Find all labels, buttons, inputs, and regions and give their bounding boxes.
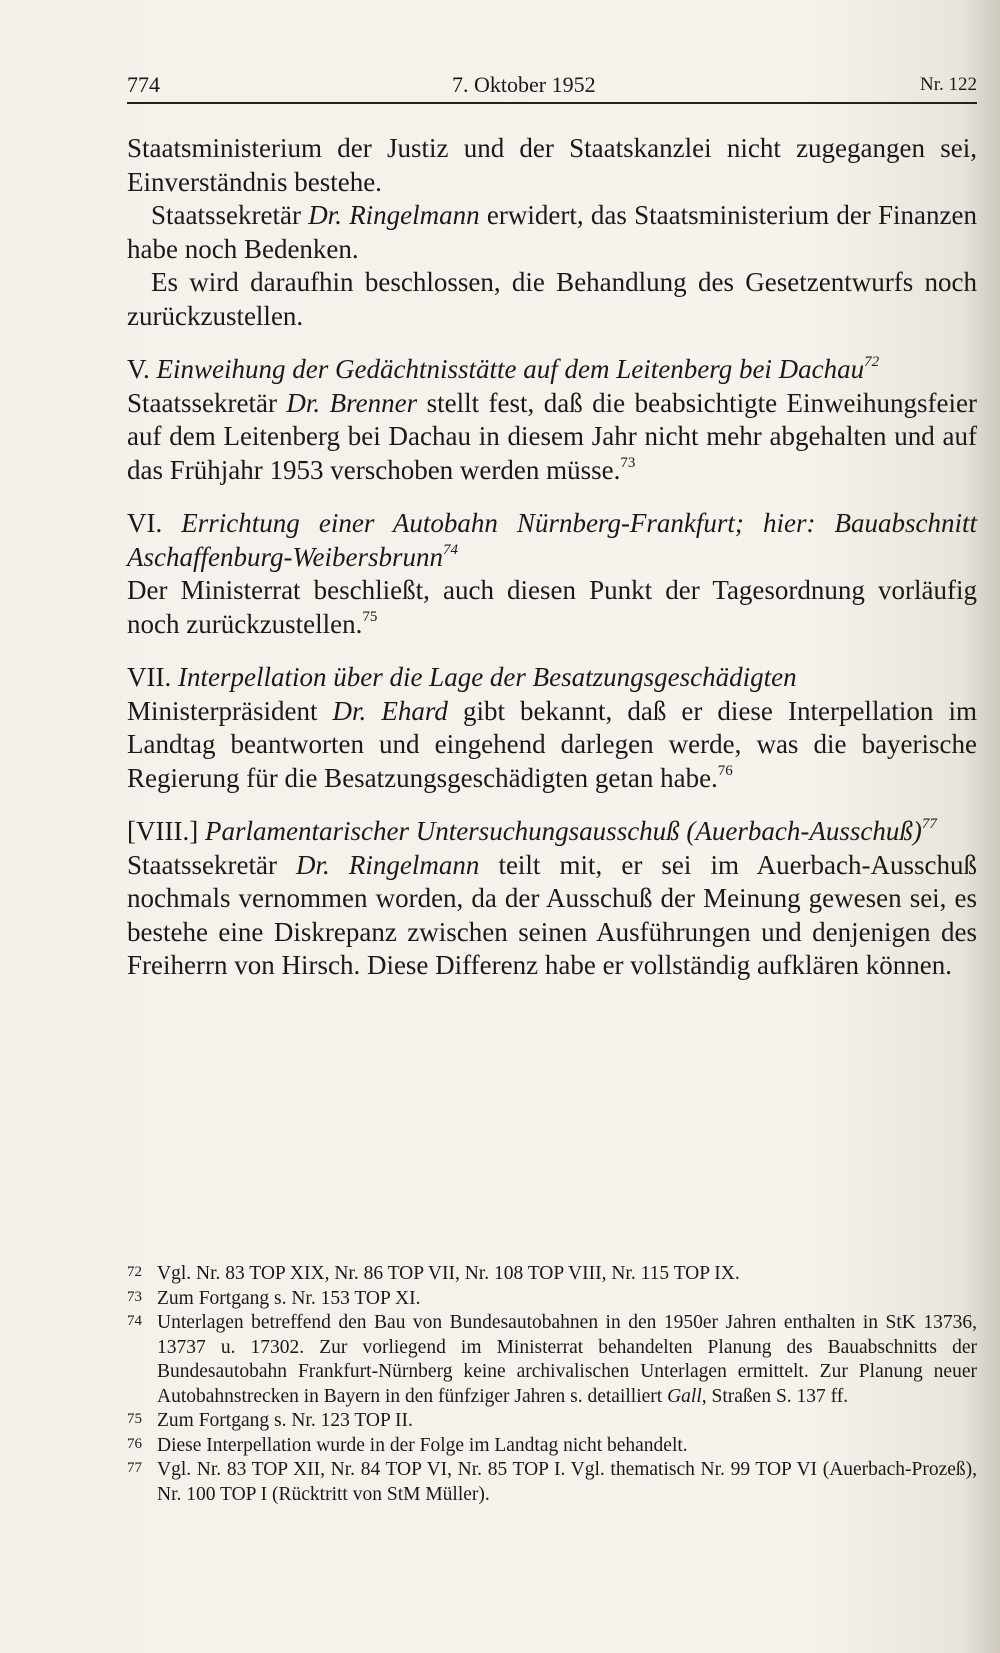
footnote: 75 Zum Fortgang s. Nr. 123 TOP II. — [127, 1409, 977, 1434]
paragraph: Ministerpräsident Dr. Ehard gibt bekannt, daß er diese Interpellation im Landtag beantworten und eingehend darlegen werde, was die bayerische Regierung für die Besatzungsgeschädigten getan habe.$^{76}$ — [127, 695, 978, 793]
author-name: Gall — [667, 1385, 702, 1407]
footnote: 73 Zum Fortgang s. Nr. 153 TOP XI. — [127, 1287, 977, 1312]
footnote-number: 76 — [127, 1435, 142, 1452]
footnote: 77 Vgl. Nr. 83 TOP XII, Nr. 84 TOP VI, Nr. 85 TOP I. Vgl. thematisch Nr. 99 TOP VI (Auerbach-Prozeß), Nr. 100 TOP I (Rücktritt von StM Müller). — [127, 1458, 977, 1507]
person-name: Dr. Brenner — [286, 387, 418, 418]
paragraph: Der Ministerrat beschließt, auch diesen Punkt der Tagesordnung vorläufig noch zurückzustellen.$^{75}$ — [127, 575, 977, 639]
footnotes — [127, 1262, 977, 1507]
footnote-ref[interactable]: 72 — [864, 354, 880, 370]
footnote-ref[interactable]: 75 — [362, 608, 378, 625]
page-number: 774 — [127, 72, 160, 97]
paragraph: Staatssekretär Dr. Ringelmann erwidert, das Staatsministerium der Finanzen habe noch Bedenken. — [127, 200, 977, 264]
paragraph: Staatssekretär Dr. Brenner stellt fest, daß die beabsichtigte Einweihungsfeier auf dem Leitenberg bei Dachau in diesem Jahr nicht mehr abgehalten und auf das Frühjahr 1953 verschoben werden müsse.$^{73}$ — [127, 387, 977, 485]
footnote-number: 75 — [127, 1411, 142, 1427]
footnote: 72 Vgl. Nr. 83 TOP XIX, Nr. 86 TOP VII, Nr. 108 TOP VIII, Nr. 115 TOP IX. — [127, 1262, 977, 1287]
section-heading: V. Einweihung der Gedächtnisstätte auf dem Leitenberg bei Dachau$^{72}$ — [127, 354, 880, 384]
person-name: Dr. Ringelmann — [308, 200, 480, 230]
running-header — [127, 68, 977, 104]
section-heading: [VIII.] Parlamentarischer Untersuchungsausschuß (Auerbach-Ausschuß)$^{77}$ — [127, 816, 937, 846]
main-text — [127, 132, 977, 983]
footnote-ref[interactable]: 77 — [921, 816, 937, 832]
paragraph: Staatsministerium der Justiz und der Staatskanzlei nicht zugegangen sei, Einverständnis bestehe. — [127, 133, 977, 197]
section-heading: VI. Errichtung einer Autobahn Nürnberg-Frankfurt; hier: Bauabschnitt Aschaffenburg-Weibersbrunn$^{74}$ — [127, 508, 977, 572]
footnote: 76 Diese Interpellation wurde in der Folge im Landtag nicht behandelt. — [127, 1434, 977, 1459]
person-name: Dr. Ehard — [332, 695, 448, 726]
footnote-ref[interactable]: 76 — [717, 762, 733, 779]
footnote-number: 74 — [127, 1313, 142, 1329]
header-rule — [127, 102, 977, 104]
footnote-ref[interactable]: 74 — [442, 541, 458, 558]
section-heading: VII. Interpellation über die Lage der Besatzungsgeschädigten — [127, 662, 797, 692]
document-number: Nr. 122 — [920, 74, 977, 95]
paragraph: Staatssekretär Dr. Ringelmann teilt mit, er sei im Auerbach-Ausschuß nochmals vernommen worden, da der Ausschuß der Meinung gewesen sei, es bestehe eine Diskrepanz zwischen seinen Ausführungen und denjenigen des Freiherrn von Hirsch. Diese Differenz habe er vollständig aufklären können. — [127, 849, 978, 980]
footnote-ref[interactable]: 73 — [620, 454, 636, 471]
header-date: 7. Oktober 1952 — [452, 72, 596, 97]
person-name: Dr. Ringelmann — [296, 849, 480, 880]
paragraph: Es wird daraufhin beschlossen, die Behandlung des Gesetzentwurfs noch zurückzustellen. — [127, 267, 977, 331]
footnote: 74 Unterlagen betreffend den Bau von Bundesautobahnen in den 1950er Jahren enthalten in StK 13736, 13737 u. 17302. Zur vorliegend im Ministerrat behandelten Planung des Bauabschnitts der Bundesautobahn Frankfurt-Nürnberg keine archivalischen Unterlagen ermittelt. Zur Planung neuer Autobahnstrecken in Bayern in den fünfziger Jahren s. detailliert Gall, Straßen S. 137 ff. — [127, 1311, 977, 1409]
footnote-number: 72 — [127, 1264, 142, 1280]
footnote-number: 77 — [127, 1460, 142, 1476]
footnote-number: 73 — [127, 1288, 142, 1305]
